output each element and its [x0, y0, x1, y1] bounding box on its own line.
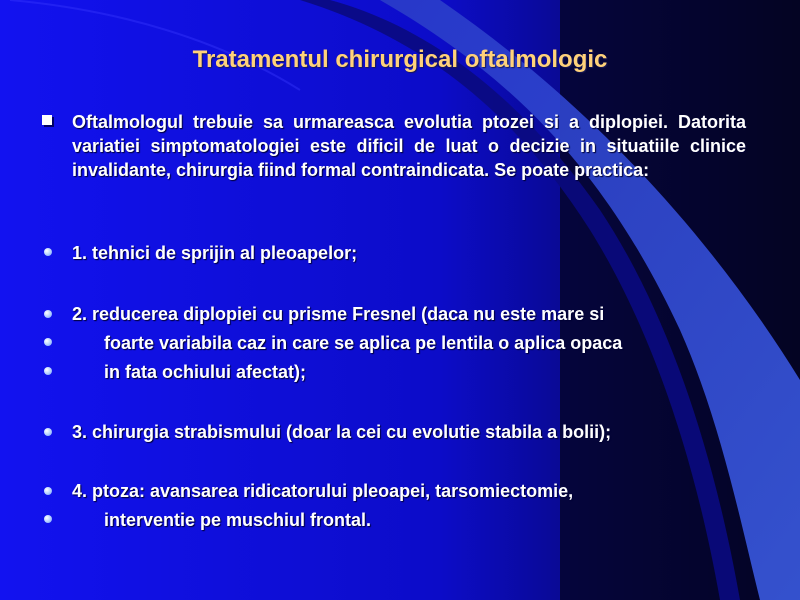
- slide-title: Tratamentul chirurgical oftalmologic: [192, 46, 608, 73]
- list-item: 3. chirurgia strabismului (doar la cei cu evolutie stabila a bolii);: [72, 422, 612, 442]
- intro-paragraph: Oftalmologul trebuie sa urmareasca evolutia ptozei si a diplopiei. Datorita variatiei simptomatologiei este dificil de luat o decizie in situatiile clinice invalidante, chirurgia fiind formal contraindicata. Se poate practica:: [72, 112, 746, 180]
- list-item: in fata ochiului afectat);: [104, 362, 307, 382]
- bullet-dot-icon: [44, 487, 52, 495]
- bullet-dot-icon: [44, 367, 52, 375]
- list-item: interventie pe muschiul frontal.: [104, 510, 372, 530]
- list-item: foarte variabila caz in care se aplica pe lentila o aplica opaca: [104, 333, 623, 353]
- bullet-dot-icon: [44, 515, 52, 523]
- bullet-dot-icon: [44, 248, 52, 256]
- list-item: 4. ptoza: avansarea ridicatorului pleoapei, tarsomiectomie,: [72, 481, 574, 501]
- list-item: 2. reducerea diplopiei cu prisme Fresnel (daca nu este mare si: [72, 304, 605, 324]
- square-bullet-icon: [42, 115, 52, 125]
- bullet-dot-icon: [44, 338, 52, 346]
- bullet-dot-icon: [44, 428, 52, 436]
- bullet-dot-icon: [44, 310, 52, 318]
- list-item: 1. tehnici de sprijin al pleoapelor;: [72, 243, 358, 263]
